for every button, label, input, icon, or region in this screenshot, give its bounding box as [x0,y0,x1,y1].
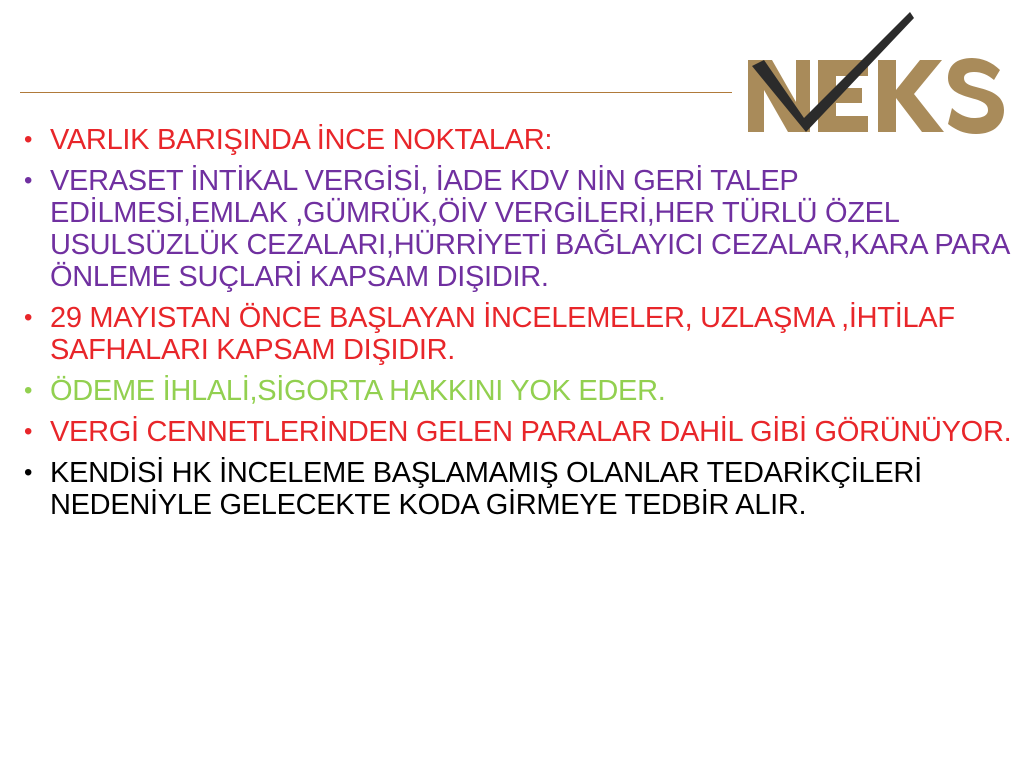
header-divider-line [20,92,732,93]
logo-letter-s [948,58,1004,134]
bullet-dot-icon: • [23,418,33,445]
bullet-item [14,375,1014,407]
bullet-item [14,416,1014,448]
logo-letter-k [878,60,944,132]
bullet-dot-icon: • [23,304,33,331]
bullet-list [14,124,1014,530]
bullet-text: 29 MAYISTAN ÖNCE BAŞLAYAN İNCELEMELER, UZLAŞMA ,İHTİLAF SAFHALARI KAPSAM DIŞIDIR. [50,302,955,366]
bullet-text: KENDİSİ HK İNCELEME BAŞLAMAMIŞ OLANLAR TEDARİKÇİLERİ NEDENİYLE GELECEKTE KODA GİRMEYE TEDBİR ALIR. [50,457,922,521]
bullet-text: VARLIK BARIŞINDA İNCE NOKTALAR: [50,124,553,156]
bullet-dot-icon: • [23,459,33,486]
bullet-text: ÖDEME İHLALİ,SİGORTA HAKKINI YOK EDER. [50,375,666,407]
bullet-dot-icon: • [23,167,33,194]
bullet-item [14,302,1014,366]
bullet-item [14,124,1014,156]
bullet-item [14,457,1014,521]
bullet-dot-icon: • [23,377,33,404]
bullet-text: VERASET İNTİKAL VERGİSİ, İADE KDV NİN GERİ TALEP EDİLMESİ,EMLAK ,GÜMRÜK,ÖİV VERGİLERİ,HER TÜRLÜ ÖZEL USULSÜZLÜK CEZALARI,HÜRRİYETİ BAĞLAYICI CEZALAR,KARA PARA ÖNLEME SUÇLARİ KAPSAM DIŞIDIR. [50,165,1009,293]
bullet-item [14,165,1014,293]
bullet-dot-icon: • [23,126,33,153]
neks-logo [744,8,1008,138]
bullet-text: VERGİ CENNETLERİNDEN GELEN PARALAR DAHİL GİBİ GÖRÜNÜYOR. [50,416,1012,448]
